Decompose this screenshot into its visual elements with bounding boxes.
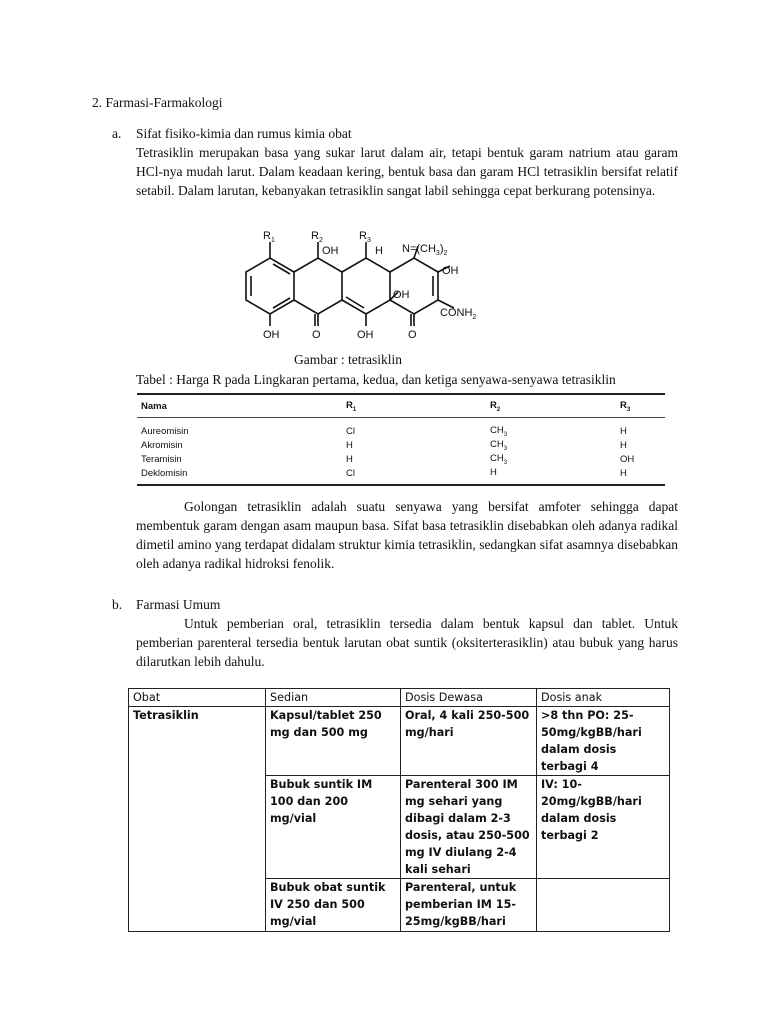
- bottom-o-2-label: O: [408, 329, 417, 341]
- section-number: 2: [92, 95, 99, 110]
- r-cell-name: Aureomisin: [141, 425, 189, 437]
- oh-top-label: OH: [322, 245, 339, 257]
- section-title: Farmasi-Farmakologi: [105, 95, 223, 110]
- golongan-paragraph: Golongan tetrasiklin adalah suatu senyawa yang bersifat amfoter sehingga dapat membentuk garam dengan asam maupun basa. Sifat basa tetrasiklin disebabkan oleh adanya radikal dimetil amino yang terdapat didalam struktur kimia tetrasiklin, sedangkan sifat asamnya disebabkan oleh adanya radikal hidroksi fenolik.: [136, 499, 678, 571]
- section-heading: 2. Farmasi-Farmakologi: [92, 95, 223, 110]
- dose-cell-sedian: Bubuk obat suntik IV 250 dan 500 mg/vial: [266, 879, 401, 932]
- r-cell-r2: $CH_3$: [490, 424, 508, 438]
- r-table-row: [137, 438, 665, 452]
- dose-cell-sedian: Kapsul/tablet 250 mg dan 500 mg: [266, 707, 401, 776]
- dose-header-dewasa: Dosis Dewasa: [401, 689, 537, 707]
- r-header-r2: $R_2$: [490, 399, 501, 413]
- dose-cell-drug: Tetrasiklin: [129, 707, 266, 932]
- r-cell-r1: H: [346, 453, 353, 465]
- dose-cell-anak: IV: 10-20mg/kgBB/hari dalam dosis terbagi 2: [537, 776, 670, 879]
- r-header-r3: $R_3$: [620, 399, 631, 413]
- r-cell-r3: H: [620, 425, 627, 437]
- r-cell-r3: H: [620, 439, 627, 451]
- r-table-row: [137, 424, 665, 438]
- dimethylamino-label: $N=(CH_3)_2$: [402, 243, 448, 257]
- h-top-label: H: [375, 245, 383, 257]
- table-caption: Tabel : Harga R pada Lingkaran pertama, kedua, dan ketiga senyawa-senyawa tetrasiklin: [136, 372, 616, 387]
- r-table-row: [137, 452, 665, 466]
- dose-cell-anak: [537, 879, 670, 932]
- dose-cell-dewasa: Parenteral 300 IM mg sehari yang dibagi dalam 2-3 dosis, atau 250-500 mg IV diulang 2-4 kali sehari: [401, 776, 537, 879]
- oh-mid-label: OH: [393, 289, 410, 301]
- part-b-heading: [112, 595, 220, 614]
- dose-cell-sedian: Bubuk suntik IM 100 dan 200 mg/vial: [266, 776, 401, 879]
- r-header-name: Nama: [141, 400, 167, 412]
- r-cell-r3: H: [620, 467, 627, 479]
- r-cell-r1: H: [346, 439, 353, 451]
- r2-label: $R_2$: [311, 230, 323, 244]
- bottom-o-1-label: O: [312, 329, 321, 341]
- dose-header-sedian: Sedian: [266, 689, 401, 707]
- part-a-marker: a.: [112, 126, 122, 141]
- part-b-title: Farmasi Umum: [136, 597, 221, 612]
- r-cell-r2: $CH_3$: [490, 452, 508, 466]
- dose-cell-dewasa: Oral, 4 kali 250-500 mg/hari: [401, 707, 537, 776]
- part-a-heading: [112, 124, 352, 143]
- part-b-marker: b.: [112, 597, 123, 612]
- r-cell-r3: OH: [620, 453, 635, 465]
- r-cell-name: Akromisin: [141, 439, 183, 451]
- dose-header-anak: Dosis anak: [537, 689, 670, 707]
- r-cell-r2: $CH_3$: [490, 438, 508, 452]
- dose-header-obat: Obat: [129, 689, 266, 707]
- r-cell-name: Teramisin: [141, 453, 182, 465]
- dosing-table: [128, 688, 670, 932]
- bottom-oh-1-label: OH: [263, 329, 280, 341]
- r-cell-r1: Cl: [346, 425, 355, 437]
- r1-label: $R_1$: [263, 230, 275, 244]
- oh-right-label: OH: [442, 265, 459, 277]
- part-a-title: Sifat fisiko-kimia dan rumus kimia obat: [136, 126, 352, 141]
- dose-table-header: [129, 689, 670, 707]
- part-a-paragraph: Tetrasiklin merupakan basa yang sukar larut dalam air, tetapi bentuk garam natrium atau garam HCl-nya mudah larut. Dalam keadaan kering, bentuk basa dan garam HCl tetrasiklin bersifat relatif setabil. Dalam larutan, kebanyakan tetrasiklin sangat labil sehingga cepat berkurang potensinya.: [136, 145, 678, 198]
- tetracycline-structure: [236, 226, 496, 344]
- r-value-table: [137, 393, 665, 486]
- r3-label: $R_3$: [359, 230, 371, 244]
- r-cell-r1: Cl: [346, 467, 355, 479]
- r-table-header: [137, 395, 665, 417]
- dose-cell-anak: >8 thn PO: 25-50mg/kgBB/hari dalam dosis terbagi 4: [537, 707, 670, 776]
- r-table-row: [137, 466, 665, 480]
- conh2-label: $CONH_2$: [440, 307, 477, 321]
- bottom-oh-2-label: OH: [357, 329, 374, 341]
- r-cell-r2: H: [490, 466, 497, 478]
- figure-caption: Gambar : tetrasiklin: [294, 352, 402, 367]
- part-b-paragraph: Untuk pemberian oral, tetrasiklin tersedia dalam bentuk kapsul dan tablet. Untuk pemberian parenteral tersedia bentuk larutan obat suntik (oksiterterasiklin) atau bubuk yang harus dilarutkan lebih dahulu.: [136, 616, 678, 669]
- dose-cell-dewasa: Parenteral, untuk pemberian IM 15-25mg/kgBB/hari: [401, 879, 537, 932]
- dose-table-row: [129, 707, 670, 776]
- r-cell-name: Deklomisin: [141, 467, 188, 479]
- r-header-r1: $R_1$: [346, 399, 357, 413]
